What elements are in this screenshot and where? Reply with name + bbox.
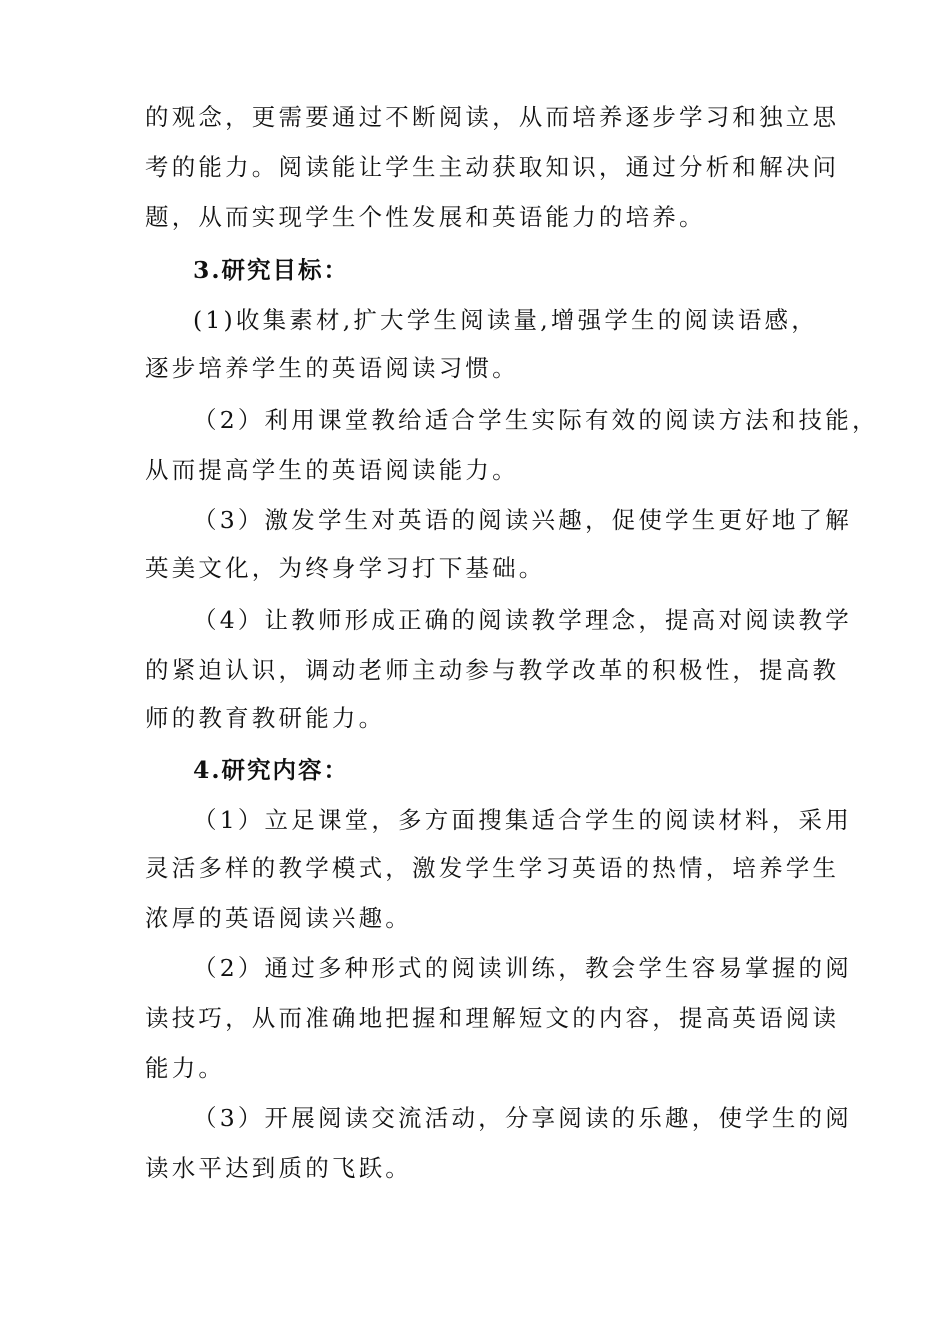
body-text-line: 的观念，更需要通过不断阅读，从而培养逐步学习和独立思 [145,103,840,131]
body-text-line: 灵活多样的教学模式，激发学生学习英语的热情，培养学生 [145,854,840,882]
content-item-2: （2）通过多种形式的阅读训练，教会学生容易掌握的阅 [193,954,852,982]
body-text-line: 浓厚的英语阅读兴趣。 [145,904,412,932]
body-text-line: 英美文化，为终身学习打下基础。 [145,554,546,582]
body-text-line: 逐步培养学生的英语阅读习惯。 [145,354,519,382]
goal-item-1: (1)收集素材,扩大学生阅读量,增强学生的阅读语感， [193,306,818,334]
body-text-line: 读技巧，从而准确地把握和理解短文的内容，提高英语阅读 [145,1004,840,1032]
goal-item-4: （4）让教师形成正确的阅读教学理念，提高对阅读教学 [193,606,852,634]
body-text-line: 题，从而实现学生个性发展和英语能力的培养。 [145,203,706,231]
body-text-line: 读水平达到质的飞跃。 [145,1154,412,1182]
goal-item-3: （3）激发学生对英语的阅读兴趣，促使学生更好地了解 [193,506,852,534]
content-item-1: （1）立足课堂，多方面搜集适合学生的阅读材料，采用 [193,806,852,834]
goal-item-2: （2）利用课堂教给适合学生实际有效的阅读方法和技能， [193,406,879,434]
body-text-line: 考的能力。阅读能让学生主动获取知识，通过分析和解决问 [145,153,840,181]
content-item-3: （3）开展阅读交流活动，分享阅读的乐趣，使学生的阅 [193,1104,852,1132]
body-text-line: 从而提高学生的英语阅读能力。 [145,456,519,484]
section-heading-research-content: 4.研究内容： [193,756,350,784]
body-text-line: 的紧迫认识，调动老师主动参与教学改革的积极性，提高教 [145,656,840,684]
body-text-line: 师的教育教研能力。 [145,704,386,732]
body-text-line: 能力。 [145,1054,226,1082]
section-heading-research-goals: 3.研究目标： [193,256,350,284]
